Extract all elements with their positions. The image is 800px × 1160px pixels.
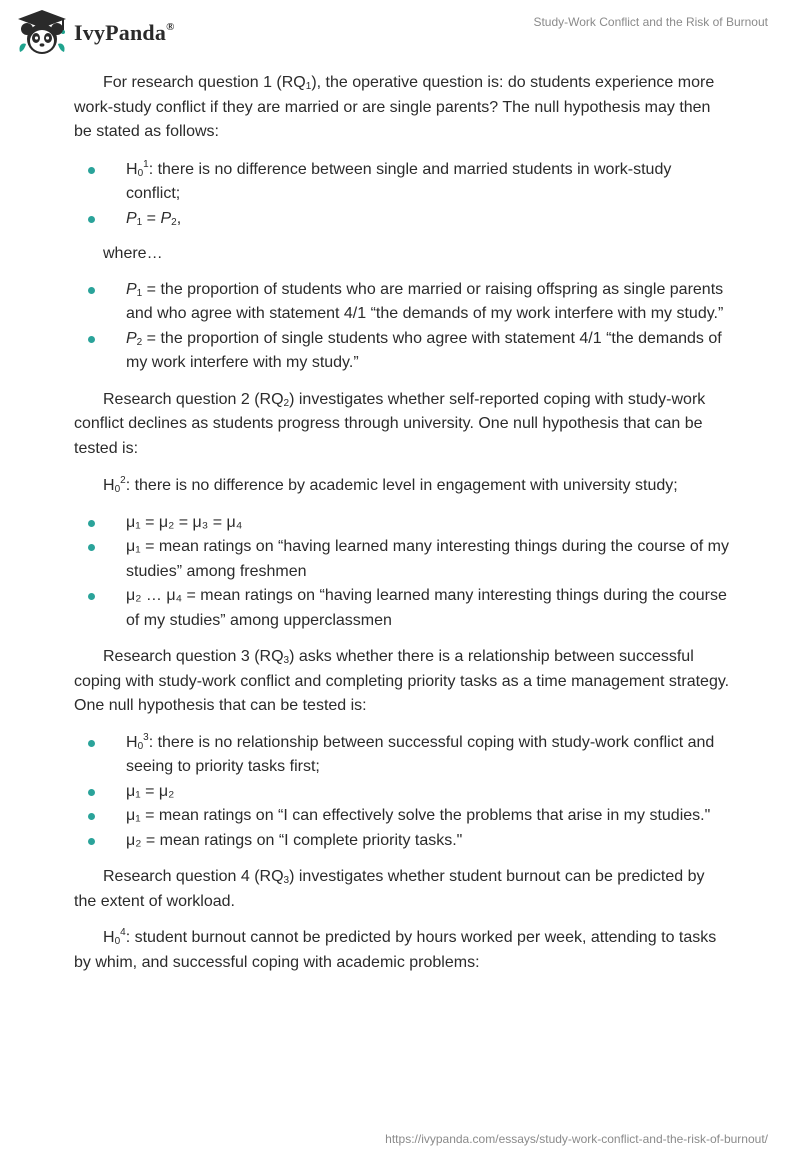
list-item: μ₁ = mean ratings on “I can effectively solve the problems that arise in my studies." [74, 804, 730, 829]
list-item: $H_0^1$: there is no difference between single and married students in work-study conflict; [74, 158, 730, 207]
hypothesis-list-3 [74, 731, 730, 854]
paragraph-rq2: Research question 2 $(RQ_2)$ investigates whether self-reported coping with study-work conflict declines as students progress through university. One null hypothesis that can be tested is: [74, 390, 706, 457]
paragraph-rq3: Research question 3 $(RQ_3)$ asks whether there is a relationship between successful coping with study-work conflict and completing priority tasks as a time management strategy. One null hypothesis that can be tested is: [74, 648, 730, 714]
hypothesis-list-2 [74, 511, 730, 634]
list-item: μ₁ = mean ratings on “having learned many interesting things during the course of my studies” among freshmen [74, 535, 730, 584]
logo-wordmark: IvyPanda® [74, 20, 175, 45]
list-item: μ₁ = μ₂ [74, 780, 730, 805]
list-item: $H_0^3$: there is no relationship between successful coping with study-work conflict and seeing to priority tasks first; [74, 731, 730, 780]
paragraph-rq4: Research question 4 $(RQ_3)$ investigates whether student burnout can be predicted by the extent of workload. [74, 868, 705, 910]
list-item: $P_2$ = the proportion of single students who agree with statement 4/1 “the demands of my work interfere with my study.” [74, 327, 730, 376]
list-item: μ₁ = μ₂ = μ₃ = μ₄ [74, 511, 730, 536]
hypothesis-4: $H_0^4$: student burnout cannot be predicted by hours worked per week, attending to tasks by whim, and successful coping with academic problems: [74, 927, 717, 971]
where-label: where… [103, 245, 163, 262]
essay-body [74, 71, 730, 975]
hypothesis-list-1 [74, 158, 730, 232]
definition-list-1 [74, 278, 730, 376]
site-logo[interactable] [16, 8, 175, 58]
list-item: $P_1 = P_2$, [74, 207, 730, 232]
paragraph-rq1: For research question 1 $(RQ_1)$, the operative question is: do students experience more work-study conflict if they are married or are single parents? The null hypothesis may then be stated as follows: [74, 74, 715, 140]
panda-graduate-icon [16, 8, 68, 58]
list-item: $P_1$ = the proportion of students who are married or raising offspring as single parents and who agree with statement 4/1 “the demands of my work interfere with my study.” [74, 278, 730, 327]
list-item: μ₂ … μ₄ = mean ratings on “having learned many interesting things during the course of my studies” among upperclassmen [74, 584, 730, 633]
list-item: μ₂ = mean ratings on “I complete priority tasks." [74, 829, 730, 854]
source-url[interactable]: https://ivypanda.com/essays/study-work-conflict-and-the-risk-of-burnout/ [385, 1132, 768, 1146]
hypothesis-2: $H_0^2$: there is no difference by academic level in engagement with university study; [103, 475, 678, 495]
document-title: Study-Work Conflict and the Risk of Burnout [533, 15, 768, 29]
